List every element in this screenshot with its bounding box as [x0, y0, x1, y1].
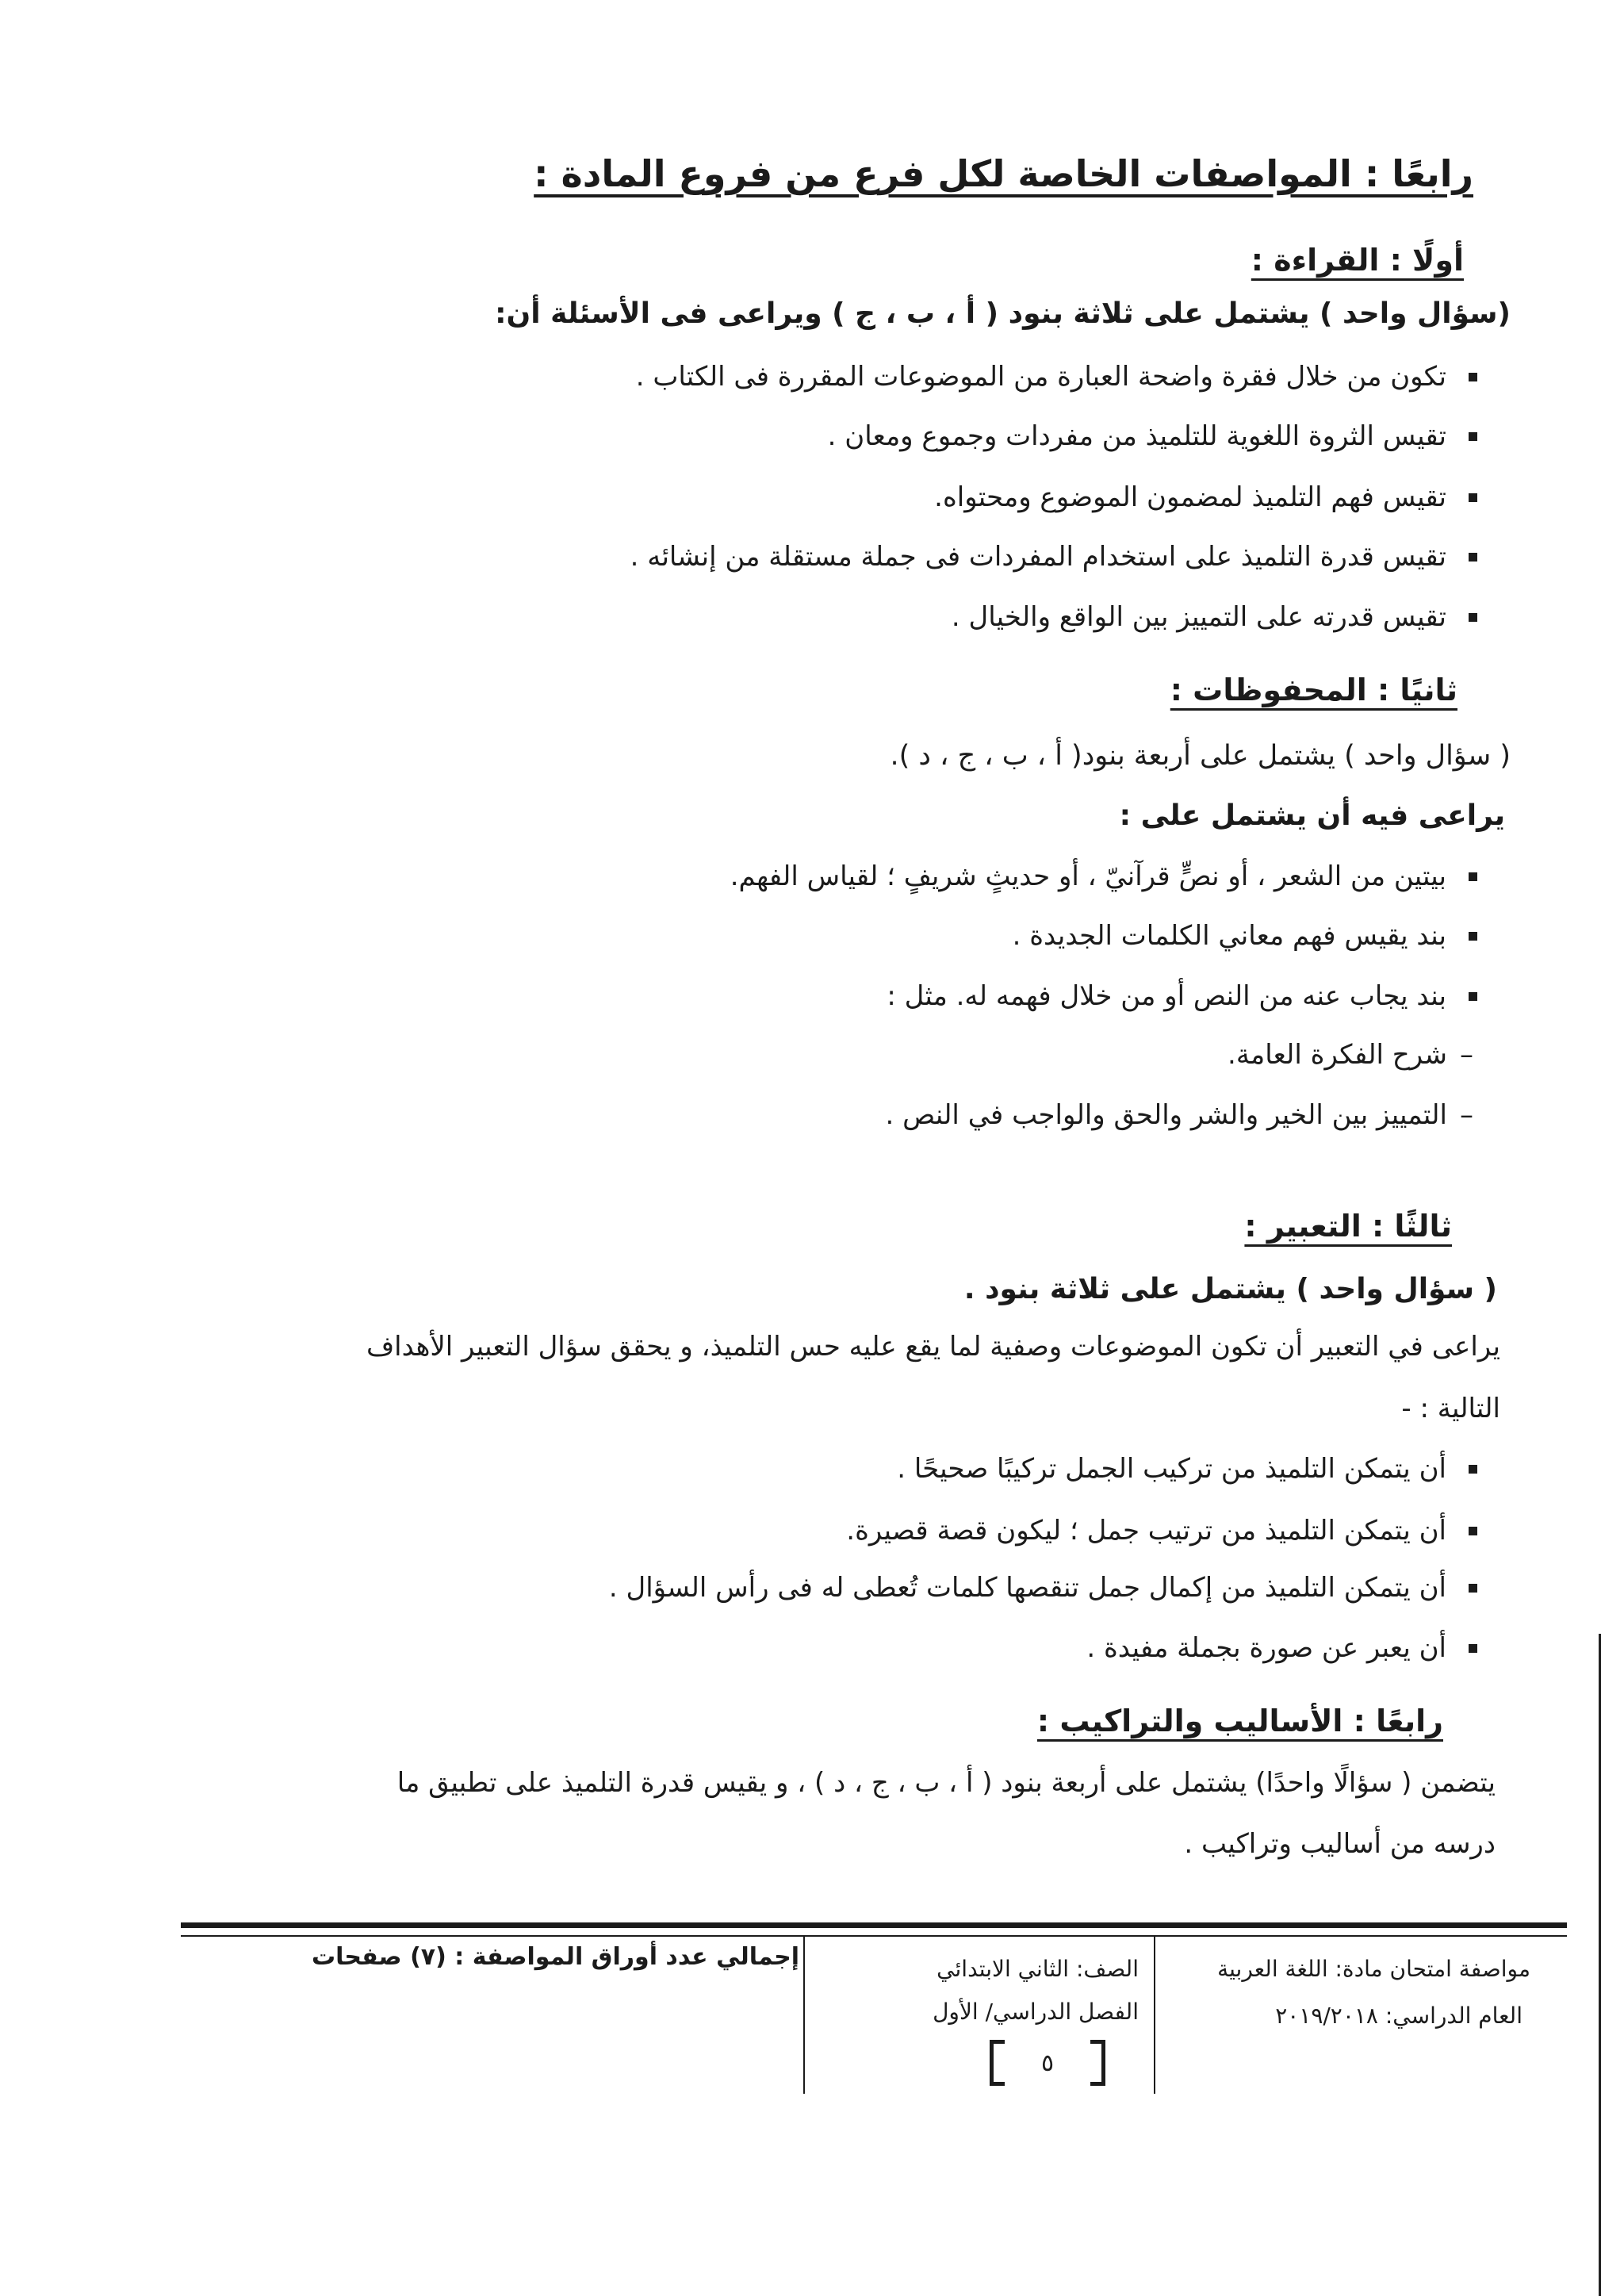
list-item: بند يجاب عنه من النص أو من خلال فهمه له. مثل :	[887, 980, 1477, 1012]
bullet-icon	[1469, 493, 1477, 502]
styles-paragraph-line1: يتضمن ( سؤالًا واحدًا) يشتمل على أربعة بنود ( أ ، ب ، ج ، د ) ، و يقيس قدرة التلميذ على تطبيق ما	[396, 1767, 1496, 1799]
list-item: –شرح الفكرة العامة.	[1228, 1039, 1473, 1071]
bullet-icon	[1469, 992, 1477, 1001]
bullet-icon	[1469, 872, 1477, 881]
footer-column-divider	[1154, 1935, 1155, 2094]
reading-intro: (سؤال واحد ) يشتمل على ثلاثة بنود ( أ ، ب ، ج ) ويراعى فى الأسئلة أن:	[495, 297, 1511, 330]
reading-title: أولًا : القراءة :	[1251, 243, 1464, 278]
footer-divider	[181, 1922, 1567, 1928]
list-item: تقيس قدرة التلميذ على استخدام المفردات فى جملة مستقلة من إنشائه .	[630, 541, 1477, 573]
memorized-subheading: يراعى فيه أن يشتمل على :	[1119, 799, 1505, 832]
list-item: بند يقيس فهم معاني الكلمات الجديدة .	[1013, 920, 1477, 952]
list-item: تكون من خلال فقرة واضحة العبارة من الموضوعات المقررة فى الكتاب .	[636, 361, 1477, 393]
list-item: أن يتمكن التلميذ من إكمال جمل تنقصها كلمات تُعطى له فى رأس السؤال .	[609, 1572, 1477, 1604]
footer-divider	[181, 1935, 1567, 1937]
list-item: بيتين من الشعر ، أو نصٍّ قرآنيّ ، أو حديثٍ شريفٍ ؛ لقياس الفهم.	[730, 861, 1477, 892]
styles-title: رابعًا : الأساليب والتراكيب :	[1036, 1704, 1443, 1738]
academic-year: العام الدراسي: ٢٠١٩/٢٠١٨	[1275, 2003, 1522, 2029]
expression-paragraph-line2: التالية : -	[1401, 1393, 1500, 1424]
list-item: تقيس فهم التلميذ لمضمون الموضوع ومحتواه.	[934, 481, 1477, 513]
list-item: –التمييز بين الخير والشر والحق والواجب في النص .	[885, 1099, 1473, 1131]
bullet-icon	[1469, 432, 1477, 441]
semester-label: الفصل الدراسي/ الأول	[933, 1999, 1139, 2025]
list-item: أن يعبر عن صورة بجملة مفيدة .	[1086, 1632, 1477, 1664]
footer-column-divider	[803, 1935, 805, 2094]
bullet-icon	[1469, 373, 1477, 381]
bullet-icon	[1469, 613, 1477, 622]
list-item: تقيس الثروة اللغوية للتلميذ من مفردات وجموع ومعان .	[828, 420, 1477, 452]
expression-title: ثالثًا : التعبير :	[1244, 1209, 1452, 1244]
expression-intro: ( سؤال واحد ) يشتمل على ثلاثة بنود .	[963, 1273, 1497, 1305]
bullet-icon	[1469, 553, 1477, 562]
bullet-icon	[1469, 1465, 1477, 1474]
bullet-icon	[1469, 1644, 1477, 1653]
exam-spec-label: مواصفة امتحان مادة: اللغة العربية	[1217, 1956, 1530, 1982]
bullet-icon	[1469, 1584, 1477, 1593]
page-number: ٥	[990, 2040, 1105, 2086]
memorized-intro: ( سؤال واحد ) يشتمل على أربعة بنود( أ ، ب ، ج ، د ).	[890, 740, 1511, 772]
grade-label: الصف: الثاني الابتدائي	[936, 1956, 1139, 1982]
scan-margin-line	[1599, 1634, 1601, 2296]
styles-paragraph-line2: درسه من أساليب وتراكيب .	[1184, 1828, 1496, 1860]
bullet-icon	[1469, 1527, 1477, 1535]
expression-paragraph-line1: يراعى في التعبير أن تكون الموضوعات وصفية لما يقع عليه حس التلميذ، و يحقق سؤال التعبير الأهداف	[366, 1331, 1500, 1363]
list-item: تقيس قدرته على التمييز بين الواقع والخيال .	[952, 601, 1477, 633]
list-item: أن يتمكن التلميذ من تركيب الجمل تركيبًا صحيحًا .	[897, 1453, 1477, 1485]
list-item: أن يتمكن التلميذ من ترتيب جمل ؛ ليكون قصة قصيرة.	[846, 1515, 1477, 1547]
main-title: رابعًا : المواصفات الخاصة لكل فرع من فروع المادة :	[534, 152, 1473, 195]
bullet-icon	[1469, 932, 1477, 941]
total-pages: إجمالي عدد أوراق المواصفة : (٧) صفحات	[312, 1943, 799, 1971]
memorized-title: ثانيًا : المحفوظات :	[1170, 673, 1457, 707]
